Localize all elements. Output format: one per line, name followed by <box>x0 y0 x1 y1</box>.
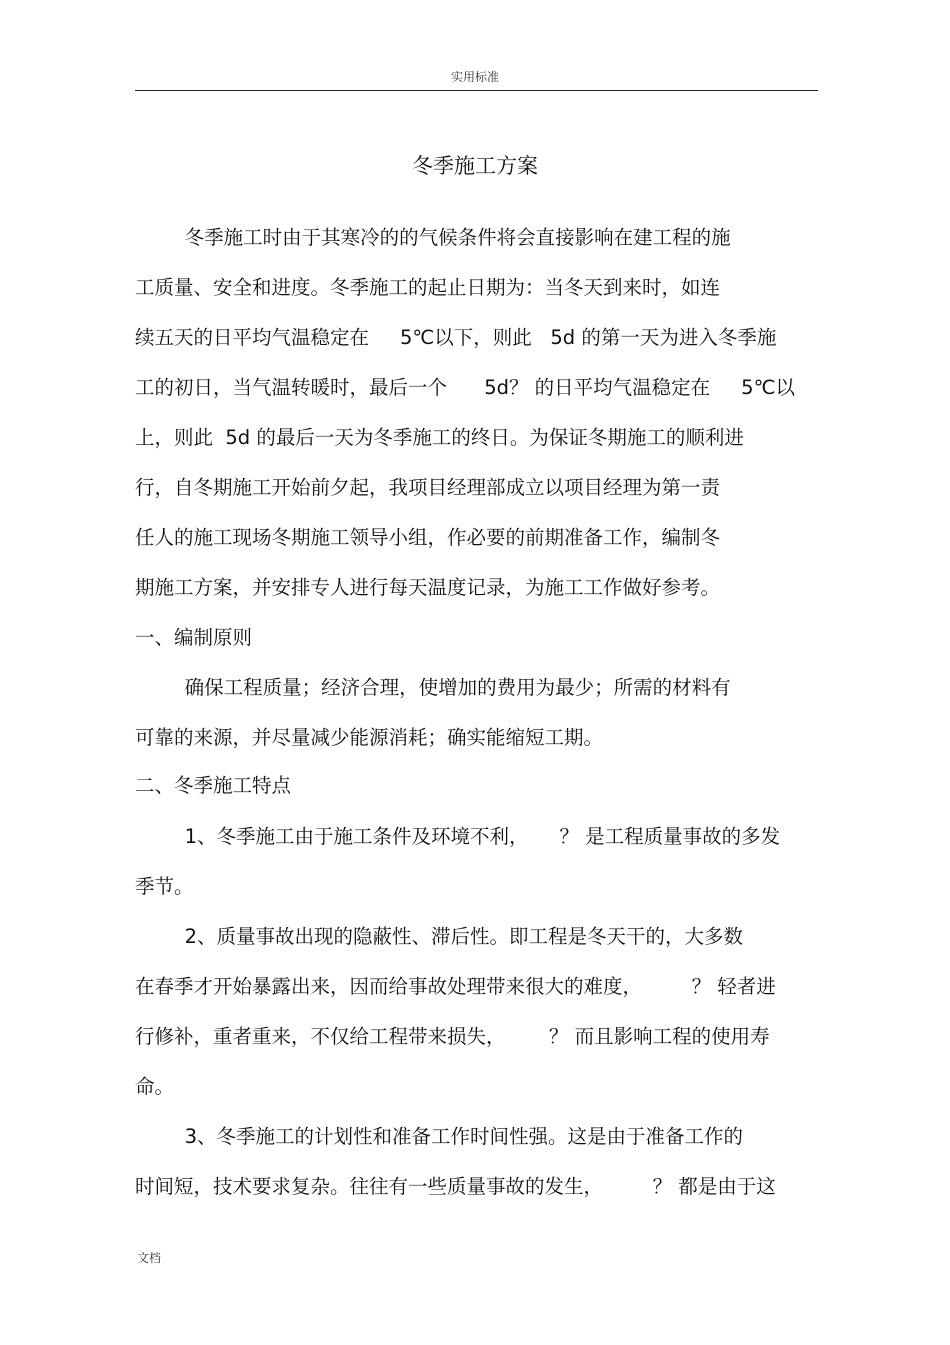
body-line: 行，自冬期施工开始前夕起，我项目经理部成立以项目经理为第一责 <box>135 476 721 499</box>
body-line: 工质量、安全和进度。冬季施工的起止日期为：当冬天到来时，如连 <box>135 276 721 299</box>
section-heading: 一、编制原则 <box>135 626 253 649</box>
body-line: 可靠的来源，并尽量减少能源消耗；确实能缩短工期。 <box>135 726 604 749</box>
body-line: 上，则此 5d 的最后一天为冬季施工的终日。为保证冬期施工的顺利进 <box>135 426 744 449</box>
section-heading: 二、冬季施工特点 <box>135 774 292 797</box>
body-line: 季节。 <box>135 875 194 898</box>
body-line: 1、冬季施工由于施工条件及环境不利， ？ 是工程质量事故的多发 <box>135 825 781 848</box>
body-line: 冬季施工时由于其寒冷的的气候条件将会直接影响在建工程的施 <box>135 226 731 249</box>
body-line: 任人的施工现场冬期施工领导小组，作必要的前期准备工作，编制冬 <box>135 526 721 549</box>
body-line: 期施工方案，并安排专人进行每天温度记录，为施工工作做好参考。 <box>135 576 721 599</box>
body-line: 工的初日，当气温转暖时，最后一个 5d？ 的日平均气温稳定在 5℃以 <box>135 376 795 399</box>
body-line: 时间短，技术要求复杂。往往有一些质量事故的发生， ？ 都是由于这 <box>135 1175 776 1198</box>
document-title: 冬季施工方案 <box>412 154 538 178</box>
header-rule <box>135 90 818 91</box>
page-footer: 文档 <box>137 1251 162 1265</box>
body-line: 3、冬季施工的计划性和准备工作时间性强。这是由于准备工作的 <box>135 1125 743 1148</box>
body-line: 2、质量事故出现的隐蔽性、滞后性。即工程是冬天干的，大多数 <box>135 925 743 948</box>
page-header: 实用标准 <box>450 70 499 84</box>
body-line: 确保工程质量；经济合理，使增加的费用为最少；所需的材料有 <box>135 676 731 699</box>
body-line: 在春季才开始暴露出来，因而给事故处理带来很大的难度， ？ 轻者进 <box>135 975 776 998</box>
body-line: 行修补，重者重来，不仅给工程带来损失， ？ 而且影响工程的使用寿 <box>135 1025 770 1048</box>
body-line: 命。 <box>135 1075 175 1098</box>
body-line: 续五天的日平均气温稳定在 5℃以下，则此 5d 的第一天为进入冬季施 <box>135 326 777 349</box>
